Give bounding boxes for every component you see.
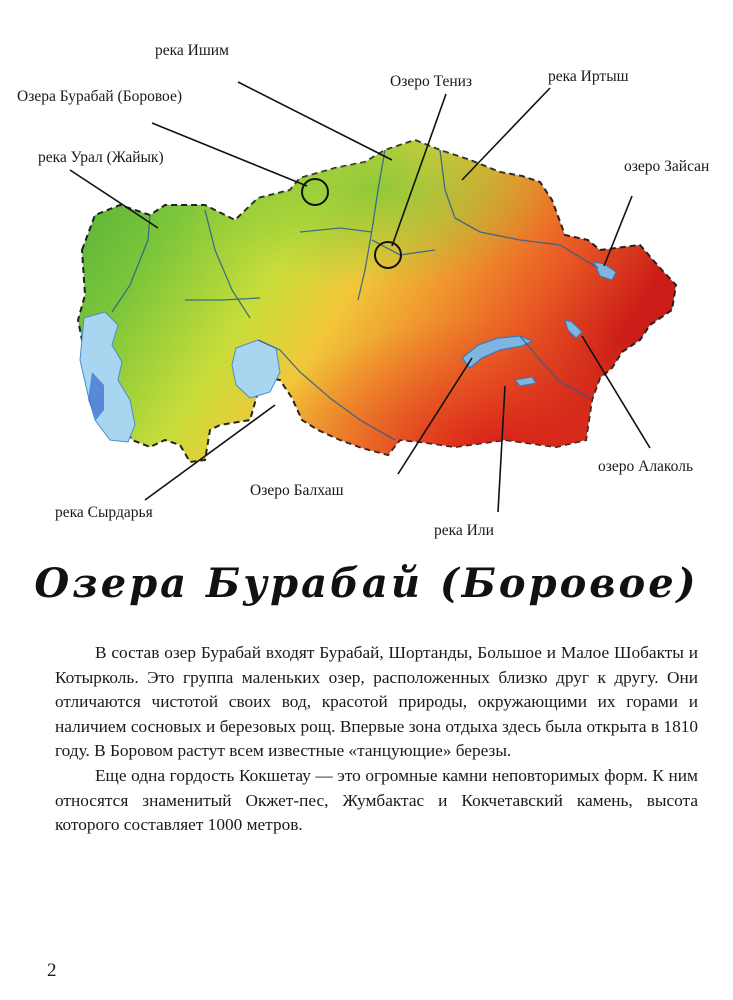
label-syrdarya-river: река Сырдарья bbox=[55, 504, 153, 521]
label-ili-river: река Или bbox=[434, 522, 494, 539]
body-text bbox=[55, 641, 698, 838]
label-ural-river: река Урал (Жайык) bbox=[38, 149, 164, 166]
label-zaysan-lake: озеро Зайсан bbox=[624, 158, 710, 175]
page-number: 2 bbox=[47, 960, 57, 981]
label-burabay-lakes: Озера Бурабай (Боровое) bbox=[17, 88, 183, 105]
page-title: Озера Бурабай (Боровое) bbox=[34, 560, 699, 607]
label-balkhash-lake: Озеро Балхаш bbox=[250, 482, 344, 499]
label-teniz-lake: Озеро Тениз bbox=[390, 73, 473, 90]
paragraph: В состав озер Бурабай входят Бурабай, Шортанды, Большое и Малое Шобакты и Котырколь. Это группа маленьких озер, расположенных близко друг к другу. Они отличаются чистотой своих вод, красотой природы, окружающими их горами и наличием сосновых и березовых рощ. Впервые зона отдыха здесь была открыта в 1810 году. В Боровом растут всем известные «танцующие» березы. bbox=[55, 643, 698, 761]
label-ishim-river: река Ишим bbox=[155, 42, 229, 59]
paragraph: Еще одна гордость Кокшетау — это огромные камни неповторимых форм. К ним относятся знаменитый Окжет-пес, Жумбактас и Кокчетавский камень, высота которого составляет 1000 метров. bbox=[55, 765, 698, 835]
label-irtysh-river: река Иртыш bbox=[548, 68, 629, 85]
label-alakol-lake: озеро Алаколь bbox=[598, 458, 694, 475]
